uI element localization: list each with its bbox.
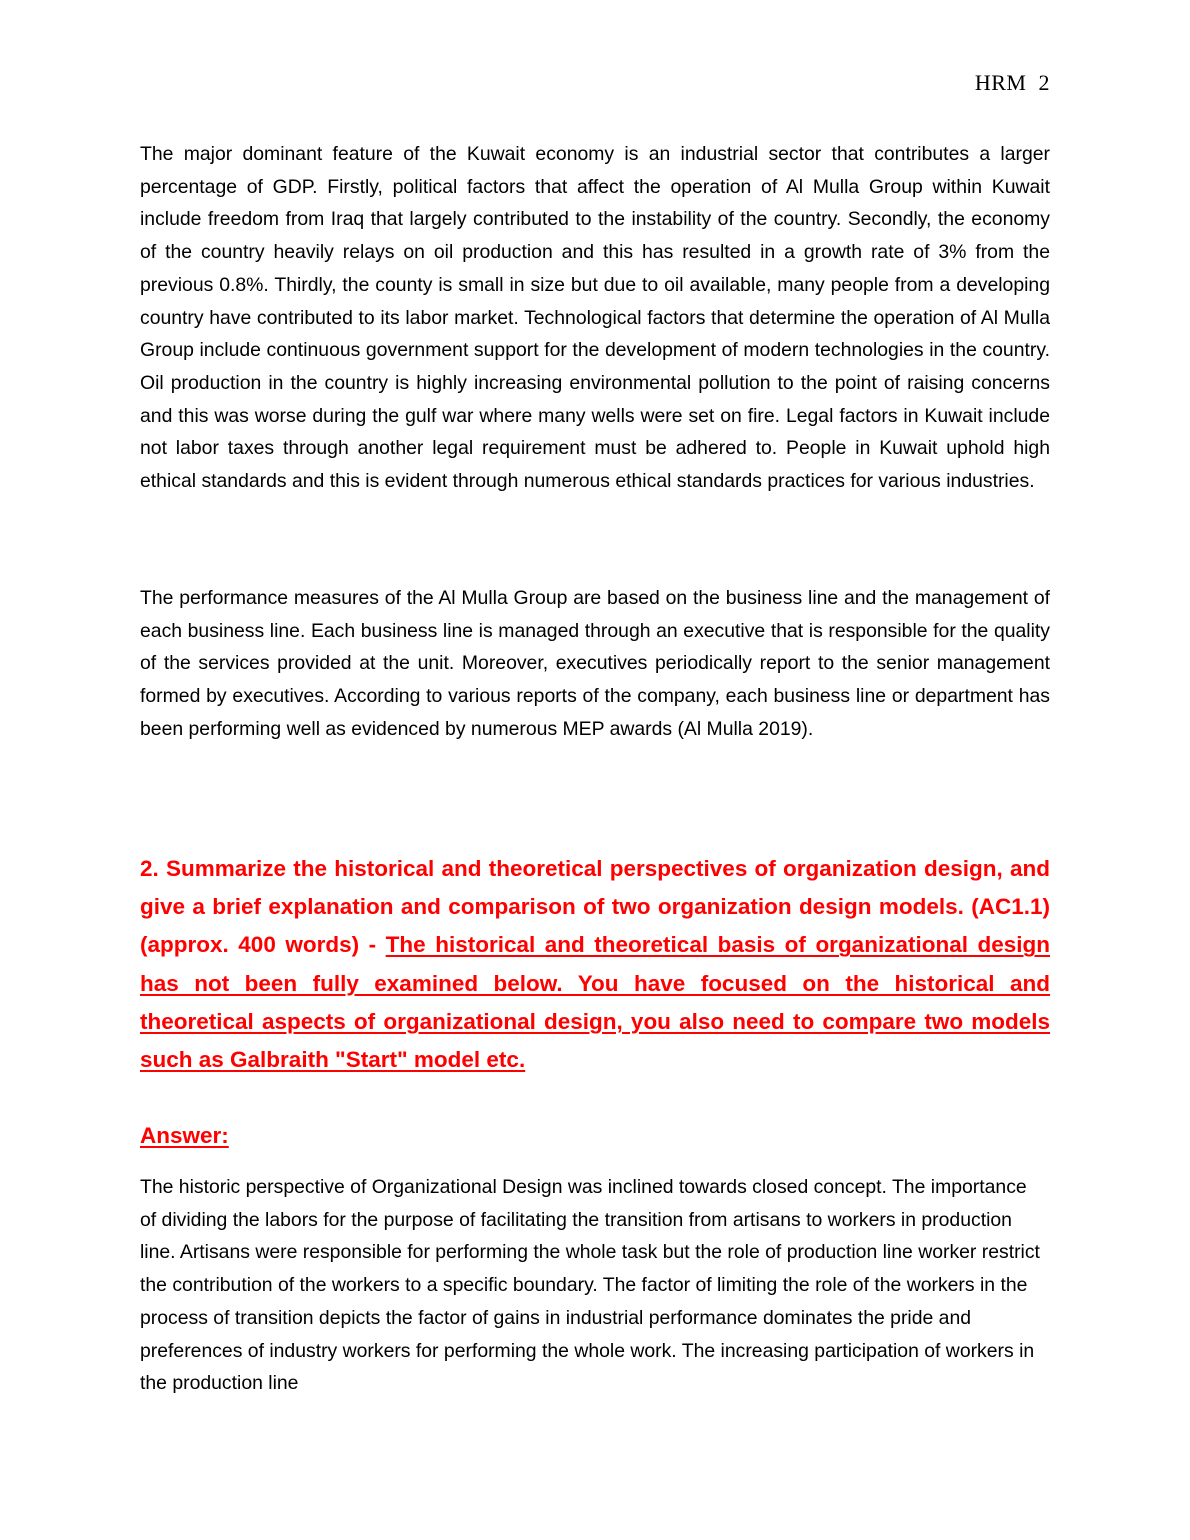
answer-paragraph: The historic perspective of Organizational Design was inclined towards closed concept. The importance of dividing the labors for the purpose of facilitating the transition from artisans to workers in production line. Artisans were responsible for performing the whole task but the role of production line worker restrict the contribution of the workers to a specific boundary. The factor of limiting the role of the workers in the process of transition depicts the factor of gains in industrial performance dominates the pride and preferences of industry workers for performing the whole work. The increasing participation of workers in the production line [140,1176,1040,1395]
tutor-feedback: The historical and theoretical basis of organizational design has not been fully examined below. You have focused on the historical and theoretical aspects of organizational design, you also need to compare two models such as Galbraith "Start" model etc. [140,932,1050,1073]
body-paragraph-external-factors: The major dominant feature of the Kuwait economy is an industrial sector that contributes a larger percentage of GDP. Firstly, political factors that affect the operation of Al Mulla Group within Kuwait include freedom from Iraq that largely contributed to the instability of the country. Secondly, the economy of the country heavily relays on oil production and this has resulted in a growth rate of 3% from the previous 0.8%. Thirdly, the county is small in size but due to oil available, many people from a developing country have contributed to its labor market. Technological factors that determine the operation of Al Mulla Group include continuous government support for the development of modern technologies in the country. Oil production in the country is highly increasing environmental pollution to the point of raising concerns and this was worse during the gulf war where many wells were set on fire. Legal factors in Kuwait include not labor taxes through another legal requirement must be adhered to. People in Kuwait uphold high ethical standards and this is evident through numerous ethical standards practices for various industries. [140,143,1050,493]
body-paragraph-performance-measures: The performance measures of the Al Mulla Group are based on the business line and the management of each business line. Each business line is managed through an executive that is responsible for the quality of the services provided at the unit. Moreover, executives periodically report to the senior management formed by executives. According to various reports of the company, each business line or department has been performing well as evidenced by numerous MEP awards (Al Mulla 2019). [140,587,1050,740]
page-header [975,70,1050,96]
question-text: 2. Summarize the historical and theoretical perspectives of organization design, and give a brief explanation and comparison of two organization design models. (AC1.1) (approx. 400 words) - [140,856,1050,958]
running-head: HRM [974,70,1027,95]
question-heading [140,850,1050,1079]
page-number: 2 [1038,70,1050,95]
answer-label: Answer: [140,1123,229,1148]
